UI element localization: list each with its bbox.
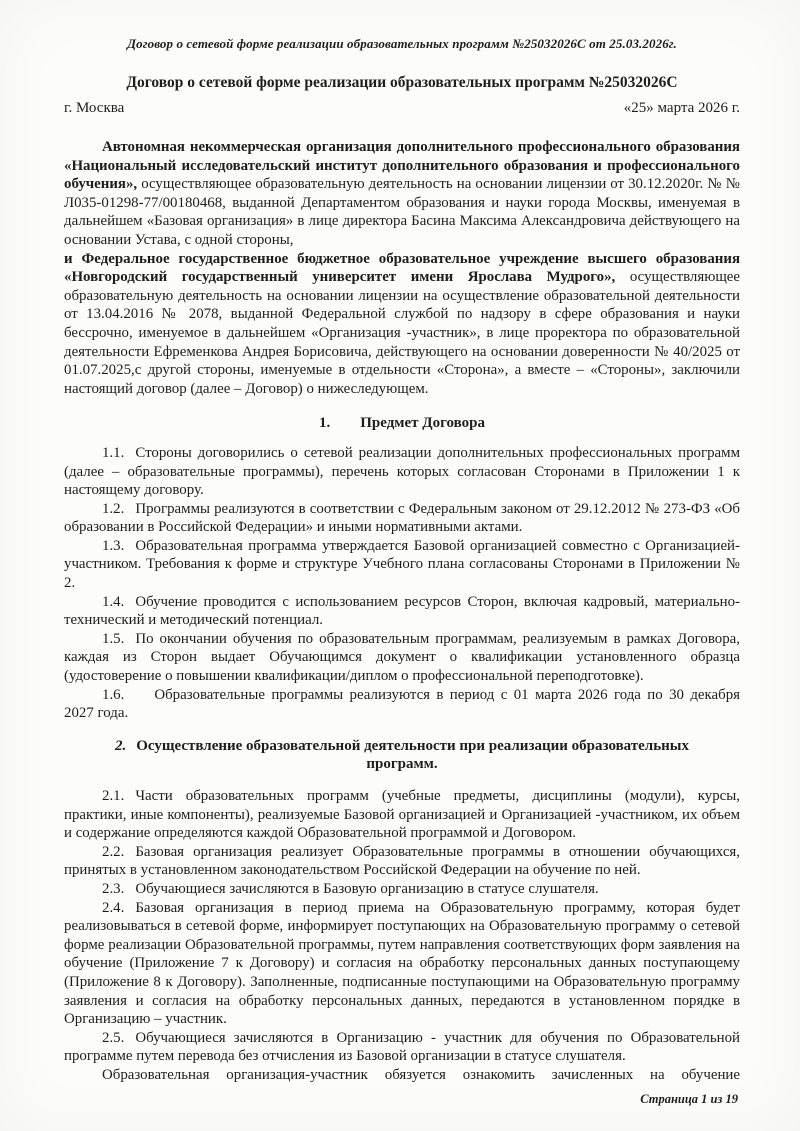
section-1-number: 1. [318, 415, 331, 432]
preamble-paragraph-base-org [64, 138, 740, 250]
clause-text: По окончании обучения по образовательным программам, реализуемым в рамках Договора, каждая из Сторон выдает Обучающимся документ о квалификации установленного образца (удостоверение о повышении квалификации/диплом о профессиональной переподготовке). [64, 630, 740, 685]
place-label: г. Москва [64, 100, 125, 116]
clause-number: 2.2. [102, 843, 125, 860]
participant-org-name: и Федеральное государственное бюджетное образовательное учреждение высшего образования «Новгородский государственный университет имени Ярослава Мудрого», [64, 250, 740, 286]
clause-2-1 [64, 787, 740, 843]
clause-text: Обучающиеся зачисляются в Базовую организацию в статусе слушателя. [135, 880, 599, 897]
base-org-details: осуществляющее образовательную деятельность на основании лицензии от 30.12.2020г. № № Л035-01298-77/00180468, выданной Департаментом образования и науки города Москвы, именуемая в дальнейшем «Базовая организация» в лице директора Басина Максима Александровича действующего на основании Устава, с одной стороны, [64, 176, 740, 248]
clause-number: 1.4. [102, 593, 125, 610]
clause-text: Образовательные программы реализуются в период с 01 марта 2026 года по 30 декабря 2027 года. [64, 686, 740, 722]
clause-number: 2.1. [102, 788, 125, 804]
clause-text: Стороны договорились о сетевой реализации дополнительных профессиональных программ (далее – образовательные программы), перечень которых согласован Сторонами в Приложении 1 к настоящему договору. [64, 444, 740, 499]
clause-text: Части образовательных программ (учебные предметы, дисциплины (модули), курсы, практики, иные компоненты), реализуемые Базовой организацией и Организацией -участником, их объем и содержание определяются каждой Образовательной программой и Договором. [64, 788, 740, 842]
clause-1-3 [64, 537, 740, 593]
date-label: «25» марта 2026 г. [623, 100, 740, 116]
clause-1-6 [64, 686, 740, 723]
section-1-heading [64, 414, 740, 433]
clause-2-4 [64, 899, 740, 1029]
section-2-title: Осуществление образовательной деятельности при реализации образовательных программ. [136, 737, 690, 773]
clause-text: Базовая организация реализует Образовательные программы в отношении обучающихся, принятых в установленном законодательством Российской Федерации на обучение по ней. [64, 843, 740, 879]
clause-1-1 [64, 444, 740, 500]
clause-2-5 [64, 1029, 740, 1066]
clause-text: Обучение проводится с использованием ресурсов Сторон, включая кадровый, материально-технический и методический потенциал. [64, 593, 740, 629]
place-date-row [64, 99, 740, 118]
document-title: Договор о сетевой форме реализации образовательных программ №25032026С [126, 74, 678, 91]
running-header: Договор о сетевой форме реализации образовательных программ №25032026С от 25.03.2026г. [127, 36, 677, 51]
participant-org-details: осуществляющее образовательную деятельность на основании лицензии на осуществление образовательной деятельности от 13.04.2016 № 2078, выданной Федеральной службой по надзору в сфере образования и науки бессрочно, именуемое в дальнейшем «Организация -участник», в лице проректора по образовательной деятельности Ефременкова Андрея Борисовича, действующего на основании доверенности № 40/2025 от 01.07.2025,с другой стороны, именуемые в отдельности «Сторона», а вместе – «Стороны», заключили настоящий договор (далее – Договор) о нижеследующем. [64, 269, 741, 397]
clause-number: 2.5. [102, 1029, 125, 1046]
clause-text: Программы реализуются в соответствии с Федеральным законом от 29.12.2012 № 273-ФЗ «Об образовании в Российской Федерации» и иными нормативными актами. [64, 500, 740, 536]
section-2-number: 2. [114, 737, 127, 754]
clause-number: 1.5. [102, 630, 125, 647]
clause-number: 2.4. [102, 899, 125, 916]
clause-number: 2.3. [102, 880, 125, 897]
clause-1-5 [64, 630, 740, 686]
clause-text: Обучающиеся зачисляются в Организацию - участник для обучения по Образовательной программе путем перевода без отчисления из Базовой организации в статусе слушателя. [64, 1029, 740, 1065]
section-2-heading [87, 737, 717, 774]
clause-text: Базовая организация в период приема на Образовательную программу, которая будет реализовываться в сетевой форме, информирует поступающих на Образовательную программу о сетевой форме реализации Образовательной программы, путем направления соответствующих форм заявления на обучение (Приложение 7 к Договору) и согласия на обработку персональных данных поступающему (Приложение 8 к Договору). Заполненные, подписанные поступающими на Образовательную программу заявления и согласия на обработку персональных данных, передаются в установленном порядке в Организацию – участник. [64, 899, 740, 1028]
continuation-paragraph: Образовательная организация-участник обязуется ознакомить зачисленных на обучение [102, 1066, 740, 1083]
clause-2-3 [64, 880, 740, 899]
clause-number: 1.3. [102, 537, 125, 554]
preamble-paragraph-participant-org [64, 250, 740, 399]
clause-number: 1.1. [102, 444, 125, 461]
page-number-footer: Страница 1 из 19 [640, 1092, 738, 1106]
base-org-name: Автономная некоммерческая организация дополнительного профессионального образования «Национальный исследовательский институт дополнительного образования и профессионального обучения», [64, 139, 740, 193]
clause-number: 1.6. [102, 686, 125, 703]
clause-2-2 [64, 843, 740, 880]
clause-1-2 [64, 500, 740, 537]
clause-number: 1.2. [102, 500, 125, 517]
clause-1-4 [64, 593, 740, 630]
section-1-title: Предмет Договора [360, 415, 486, 432]
clause-text: Образовательная программа утверждается Базовой организацией совместно с Организацией-участником. Требования к форме и структуре Учебного плана согласованы Сторонами в Приложении № 2. [64, 537, 740, 592]
